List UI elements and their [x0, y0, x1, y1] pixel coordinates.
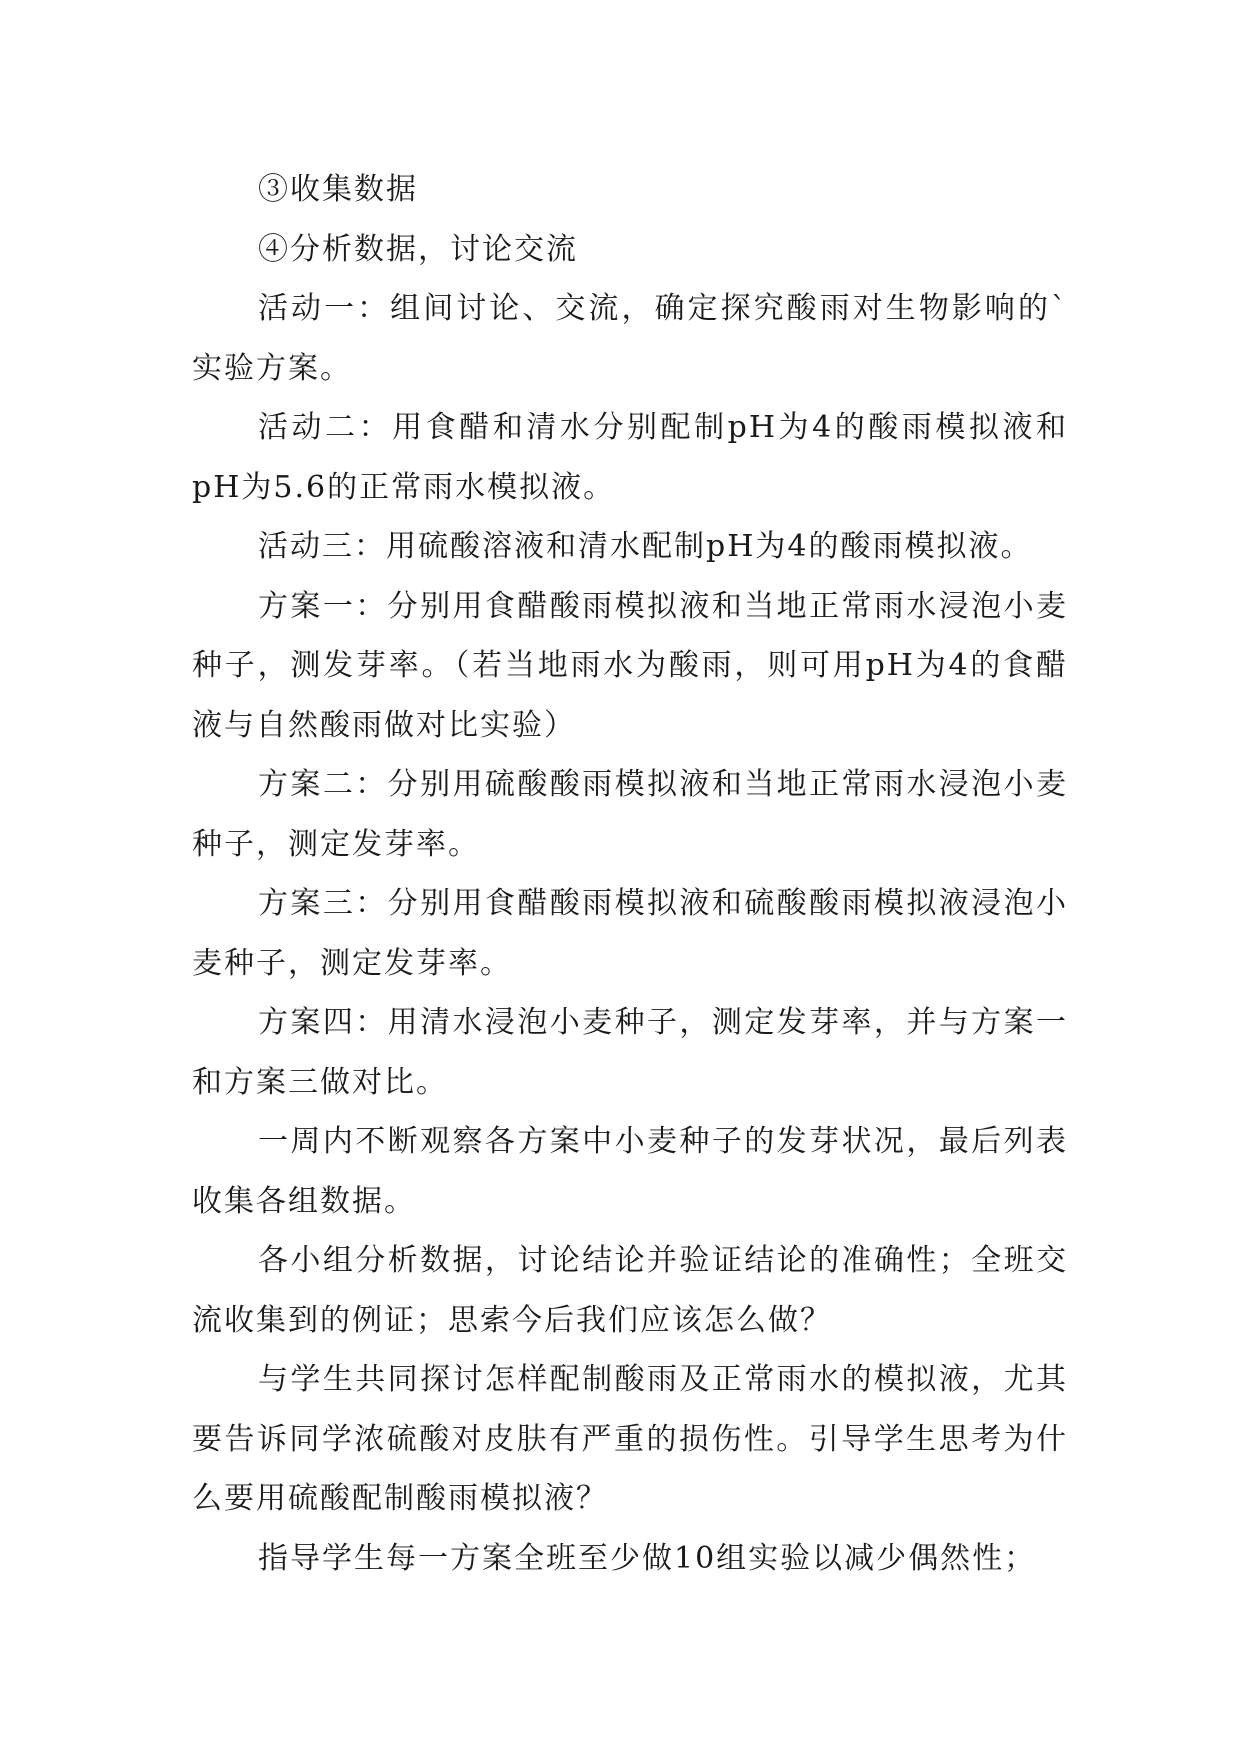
paragraph-plan-1: 方案一：分别用食醋酸雨模拟液和当地正常雨水浸泡小麦种子，测发芽率。（若当地雨水为酸雨，则可用pH为4的食醋液与自然酸雨做对比实验） — [192, 588, 1068, 743]
paragraph-step-3: ③收集数据 — [258, 172, 418, 207]
paragraph-discuss: 与学生共同探讨怎样配制酸雨及正常雨水的模拟液，尤其要告诉同学浓硫酸对皮肤有严重的损伤性。引导学生思考为什么要用硫酸配制酸雨模拟液？ — [192, 1362, 1068, 1516]
paragraph-plan-4: 方案四：用清水浸泡小麦种子，测定发芽率，并与方案一和方案三做对比。 — [192, 1005, 1068, 1100]
paragraph-guide: 指导学生每一方案全班至少做10组实验以减少偶然性； — [258, 1540, 1037, 1576]
paragraph-plan-2: 方案二：分别用硫酸酸雨模拟液和当地正常雨水浸泡小麦种子，测定发芽率。 — [192, 767, 1068, 862]
paragraph-activity-3: 活动三：用硫酸溶液和清水配制pH为4的酸雨模拟液。 — [258, 529, 1033, 564]
paragraph-plan-3: 方案三：分别用食醋酸雨模拟液和硫酸酸雨模拟液浸泡小麦种子，测定发芽率。 — [192, 886, 1068, 981]
paragraph-observe: 一周内不断观察各方案中小麦种子的发芽状况，最后列表收集各组数据。 — [192, 1124, 1068, 1219]
paragraph-activity-2: 活动二：用食醋和清水分别配制pH为4的酸雨模拟液和pH为5.6的正常雨水模拟液。 — [192, 410, 1068, 505]
paragraph-analyze: 各小组分析数据，讨论结论并验证结论的准确性；全班交流收集到的例证；思索今后我们应该怎么做？ — [192, 1243, 1068, 1338]
paragraph-activity-1: 活动一：组间讨论、交流，确定探究酸雨对生物影响的`实验方案。 — [192, 291, 1068, 386]
document-body — [192, 160, 1068, 1588]
paragraph-step-4: ④分析数据，讨论交流 — [258, 231, 578, 267]
